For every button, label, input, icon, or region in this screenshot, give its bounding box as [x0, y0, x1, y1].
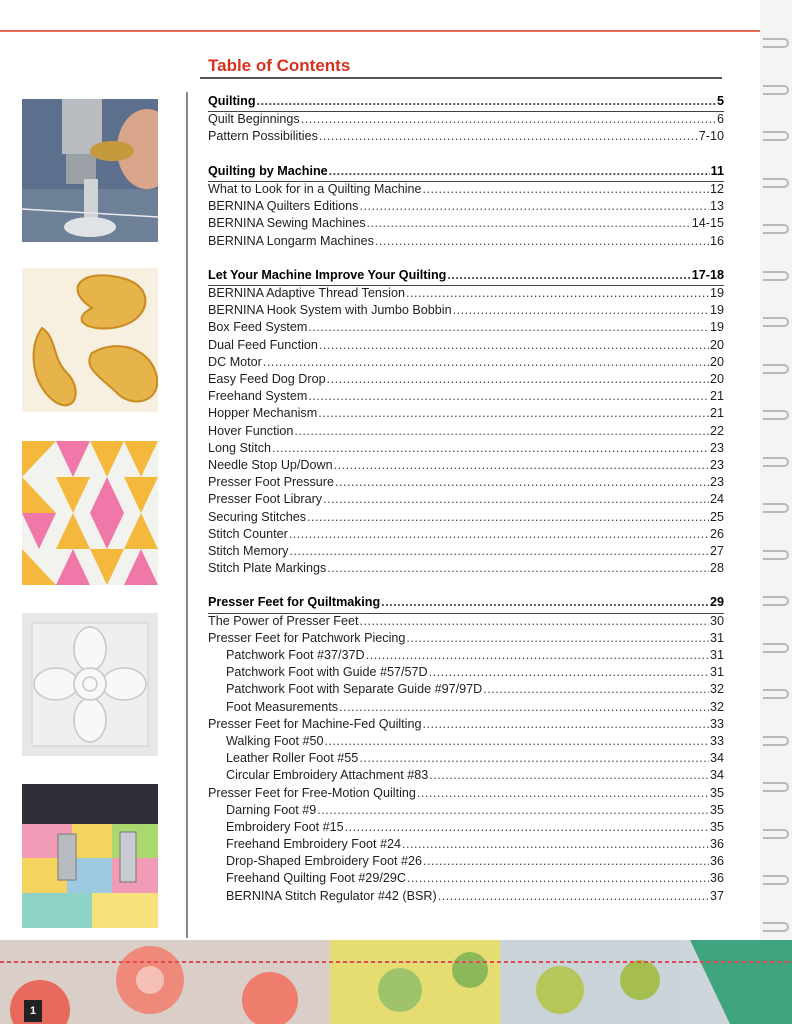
- binding-coil: [763, 736, 789, 746]
- toc-entry[interactable]: [208, 458, 724, 475]
- toc-entry-page: 19: [709, 286, 724, 301]
- toc-entry-page: 28: [709, 561, 724, 576]
- dot-leader: [323, 492, 709, 506]
- toc-entry[interactable]: [208, 355, 724, 372]
- toc-entry-label: BERNINA Hook System with Jumbo Bobbin: [208, 303, 452, 318]
- dot-leader: [339, 700, 709, 714]
- toc-entry-label: Quilting by Machine: [208, 163, 328, 178]
- toc-entry[interactable]: [208, 510, 724, 527]
- dot-leader: [423, 182, 709, 196]
- dot-leader: [289, 527, 709, 541]
- dot-leader: [422, 717, 709, 731]
- toc-entry[interactable]: [208, 441, 724, 458]
- toc-section-heading[interactable]: [208, 268, 724, 286]
- photo-triangle-quilt: [22, 441, 158, 585]
- dot-leader: [438, 889, 709, 903]
- dot-leader: [429, 665, 709, 679]
- toc-entry-label: Patchwork Foot with Guide #57/57D: [226, 665, 428, 680]
- toc-entry[interactable]: [208, 871, 724, 888]
- toc-entry-page: 25: [709, 509, 724, 524]
- toc-entry-label: Quilt Beginnings: [208, 112, 300, 127]
- page-title: Table of Contents: [208, 56, 351, 75]
- dot-leader: [257, 94, 716, 108]
- toc-entry-page: 26: [709, 526, 724, 541]
- dot-leader: [325, 734, 709, 748]
- toc-entry-label: DC Motor: [208, 354, 262, 369]
- toc-entry[interactable]: [208, 129, 724, 146]
- dot-leader: [289, 544, 709, 558]
- toc-entry[interactable]: [208, 682, 724, 699]
- toc-entry-label: Freehand Embroidery Foot #24: [226, 837, 402, 852]
- toc-entry-page: 19: [709, 303, 724, 318]
- title-rule: [200, 77, 722, 79]
- binding-coil: [763, 131, 789, 141]
- toc-entry[interactable]: [208, 182, 724, 199]
- toc-entry-page: 5: [716, 94, 724, 108]
- binding-coil: [763, 38, 789, 48]
- toc-entry-page: 11: [710, 163, 724, 178]
- toc-entry-label: Presser Feet for Quiltmaking: [208, 595, 381, 610]
- toc-entry-page: 35: [709, 819, 724, 834]
- toc-entry-label: Presser Feet for Free-Motion Quilting: [208, 785, 416, 800]
- photo-presser-foot: [22, 99, 158, 242]
- toc-entry-page: 35: [709, 785, 724, 800]
- toc-entry[interactable]: [208, 199, 724, 216]
- toc-entry[interactable]: [208, 820, 724, 837]
- toc-entry-label: BERNINA Adaptive Thread Tension: [208, 286, 405, 301]
- toc-entry-page: 23: [709, 475, 724, 490]
- dot-leader: [308, 320, 709, 334]
- dot-leader: [381, 595, 709, 609]
- dot-leader: [359, 199, 709, 213]
- toc-entry[interactable]: [208, 492, 724, 509]
- toc-entry-page: 20: [709, 354, 724, 369]
- toc-entry-label: Dual Feed Function: [208, 337, 318, 352]
- toc-entry-page: 14-15: [691, 216, 724, 231]
- toc-section-heading[interactable]: [208, 94, 724, 112]
- photo-presser-feet: [22, 784, 158, 928]
- binding-coil: [763, 85, 789, 95]
- page-number: 1: [24, 1000, 42, 1022]
- dot-leader: [423, 854, 709, 868]
- toc-entry-label: Patchwork Foot with Separate Guide #97/97D: [226, 682, 483, 697]
- binding-coil: [763, 410, 789, 420]
- binding-coil: [763, 503, 789, 513]
- toc-entry-label: Embroidery Foot #15: [226, 819, 344, 834]
- photo-quilted-flower: [22, 613, 158, 756]
- toc-entry-page: 16: [709, 233, 724, 248]
- toc-entry-label: Box Feed System: [208, 320, 308, 335]
- toc-entry-label: Leather Roller Foot #55: [226, 751, 359, 766]
- toc-entry-label: BERNINA Sewing Machines: [208, 216, 366, 231]
- toc-entry-page: 20: [709, 337, 724, 352]
- toc-entry-page: 35: [709, 802, 724, 817]
- dot-leader: [367, 216, 691, 230]
- binding-coil: [763, 922, 789, 932]
- binding-coil: [763, 457, 789, 467]
- toc-entry[interactable]: [208, 561, 724, 578]
- toc-entry[interactable]: [208, 475, 724, 492]
- toc-list: [208, 94, 724, 906]
- vertical-divider: [186, 92, 188, 938]
- toc-entry[interactable]: [208, 112, 724, 129]
- dot-leader: [406, 631, 709, 645]
- toc-entry-label: Stitch Plate Markings: [208, 561, 327, 576]
- dot-leader: [307, 510, 709, 524]
- toc-entry-label: What to Look for in a Quilting Machine: [208, 181, 422, 196]
- binding-coil: [763, 875, 789, 885]
- dot-leader: [359, 751, 709, 765]
- toc-entry-page: 36: [709, 837, 724, 852]
- dot-leader: [483, 682, 709, 696]
- toc-entry-label: Stitch Counter: [208, 526, 288, 541]
- toc-entry[interactable]: [208, 424, 724, 441]
- toc-entry[interactable]: [208, 700, 724, 717]
- toc-entry-label: Presser Foot Library: [208, 492, 323, 507]
- toc-section-heading[interactable]: [208, 164, 724, 182]
- toc-entry-label: BERNINA Quilters Editions: [208, 199, 359, 214]
- toc-entry-label: Presser Foot Pressure: [208, 475, 334, 490]
- binding-coil: [763, 596, 789, 606]
- dot-leader: [319, 338, 709, 352]
- toc-entry-page: 22: [709, 423, 724, 438]
- dot-leader: [329, 164, 710, 178]
- top-rule: [0, 30, 760, 32]
- dot-leader: [453, 303, 709, 317]
- binding-coil: [763, 643, 789, 653]
- toc-entry[interactable]: [208, 544, 724, 561]
- binding-coil: [763, 224, 789, 234]
- toc-entry-page: 34: [709, 768, 724, 783]
- toc-entry[interactable]: [208, 631, 724, 648]
- toc-gap: [208, 147, 724, 164]
- dot-leader: [402, 837, 709, 851]
- toc-section-heading[interactable]: [208, 595, 724, 613]
- toc-entry-label: Easy Feed Dog Drop: [208, 372, 326, 386]
- dot-leader: [308, 389, 709, 403]
- binding-coil: [763, 364, 789, 374]
- toc-gap: [208, 578, 724, 595]
- toc-entry[interactable]: [208, 303, 724, 320]
- toc-entry-label: BERNINA Stitch Regulator #42 (BSR): [226, 888, 437, 903]
- dot-leader: [335, 475, 709, 489]
- toc-entry-label: Securing Stitches: [208, 509, 307, 524]
- toc-entry-label: Patchwork Foot #37/37D: [226, 648, 365, 662]
- toc-entry-page: 27: [709, 543, 724, 558]
- toc-entry[interactable]: [208, 389, 724, 406]
- dot-leader: [366, 648, 709, 662]
- binding-coil: [763, 782, 789, 792]
- toc-entry-label: Long Stitch: [208, 440, 272, 455]
- toc-entry-label: Presser Feet for Machine-Fed Quilting: [208, 716, 422, 731]
- toc-entry-page: 33: [709, 716, 724, 731]
- dot-leader: [406, 286, 709, 300]
- toc-entry-label: Darning Foot #9: [226, 802, 317, 817]
- toc-entry-label: Hover Function: [208, 423, 294, 438]
- dot-leader: [263, 355, 709, 369]
- toc-entry[interactable]: [208, 406, 724, 423]
- toc-entry[interactable]: [208, 665, 724, 682]
- toc-entry[interactable]: [208, 234, 724, 251]
- toc-entry-page: 30: [709, 613, 724, 628]
- dot-leader: [294, 424, 709, 438]
- dot-leader: [334, 458, 709, 472]
- binding-coil: [763, 689, 789, 699]
- toc-entry-label: Circular Embroidery Attachment #83: [226, 768, 429, 783]
- toc-entry-label: Presser Feet for Patchwork Piecing: [208, 630, 406, 645]
- binding-coil: [763, 271, 789, 281]
- toc-entry[interactable]: [208, 734, 724, 751]
- toc-entry-page: 6: [716, 112, 724, 127]
- toc-entry-page: 19: [709, 320, 724, 335]
- dot-leader: [429, 768, 709, 782]
- toc-entry[interactable]: [208, 717, 724, 734]
- toc-entry-label: Drop-Shaped Embroidery Foot #26: [226, 854, 423, 869]
- toc-entry[interactable]: [208, 338, 724, 355]
- toc-entry-page: 20: [709, 372, 724, 386]
- toc-entry-page: 29: [709, 595, 724, 610]
- dot-leader: [272, 441, 709, 455]
- toc-entry-label: Hopper Mechanism: [208, 406, 318, 421]
- toc-entry-page: 23: [709, 440, 724, 455]
- toc-entry[interactable]: [208, 286, 724, 303]
- toc-entry-label: BERNINA Longarm Machines: [208, 233, 374, 248]
- toc-entry-label: Stitch Memory: [208, 543, 289, 558]
- toc-entry-page: 34: [709, 751, 724, 766]
- dot-leader: [345, 820, 709, 834]
- toc-entry-page: 24: [709, 492, 724, 507]
- binding-coil: [763, 550, 789, 560]
- dot-leader: [319, 129, 698, 143]
- toc-entry-page: 7-10: [698, 129, 724, 144]
- toc-entry[interactable]: [208, 786, 724, 803]
- toc-entry[interactable]: [208, 527, 724, 544]
- toc-entry-page: 21: [709, 406, 724, 421]
- toc-entry[interactable]: [208, 768, 724, 785]
- toc-entry-page: 12: [709, 181, 724, 196]
- toc-entry[interactable]: [208, 803, 724, 820]
- dot-leader: [301, 112, 716, 126]
- toc-entry[interactable]: [208, 614, 724, 631]
- toc-gap: [208, 251, 724, 268]
- toc-entry-label: Foot Measurements: [226, 699, 338, 714]
- toc-entry-label: Quilting: [208, 94, 256, 108]
- dot-leader: [327, 561, 709, 575]
- dot-leader: [318, 406, 709, 420]
- dot-leader: [375, 234, 709, 248]
- toc-entry[interactable]: [208, 751, 724, 768]
- toc-entry-page: 23: [709, 457, 724, 472]
- toc-entry-page: 31: [709, 665, 724, 680]
- toc-entry-label: Freehand System: [208, 389, 308, 404]
- toc-entry[interactable]: [208, 216, 724, 233]
- toc-entry[interactable]: [208, 320, 724, 337]
- footer-fabric-strip: [0, 940, 792, 1024]
- binding-coil: [763, 317, 789, 327]
- binding-coil: [763, 829, 789, 839]
- toc-entry[interactable]: [208, 837, 724, 854]
- toc-entry[interactable]: [208, 372, 724, 389]
- dot-leader: [317, 803, 709, 817]
- toc-entry-page: 17-18: [691, 267, 724, 282]
- dot-leader: [417, 786, 709, 800]
- toc-entry-page: 36: [709, 871, 724, 886]
- toc-entry-label: The Power of Presser Feet: [208, 613, 359, 628]
- dot-leader: [407, 871, 709, 885]
- toc-entry[interactable]: [208, 889, 724, 906]
- toc-entry-label: Let Your Machine Improve Your Quilting: [208, 267, 447, 282]
- dot-leader: [360, 614, 709, 628]
- toc-entry-page: 13: [709, 199, 724, 214]
- toc-entry[interactable]: [208, 854, 724, 871]
- spiral-binding: [760, 0, 792, 1024]
- toc-entry-page: 37: [709, 888, 724, 903]
- toc-entry-page: 33: [709, 733, 724, 748]
- binding-coil: [763, 178, 789, 188]
- toc-entry-page: 31: [709, 648, 724, 662]
- toc-entry-label: Pattern Possibilities: [208, 129, 318, 144]
- dot-leader: [447, 268, 690, 282]
- photo-paisley: [22, 268, 158, 412]
- toc-entry-page: 36: [709, 854, 724, 869]
- toc-entry[interactable]: [208, 648, 724, 665]
- toc-entry-page: 31: [709, 630, 724, 645]
- dot-leader: [327, 372, 709, 386]
- toc-entry-label: Walking Foot #50: [226, 733, 324, 748]
- toc-entry-page: 21: [709, 389, 724, 404]
- toc-entry-label: Freehand Quilting Foot #29/29C: [226, 871, 406, 886]
- toc-entry-label: Needle Stop Up/Down: [208, 457, 333, 472]
- toc-entry-page: 32: [709, 699, 724, 714]
- toc-entry-page: 32: [709, 682, 724, 697]
